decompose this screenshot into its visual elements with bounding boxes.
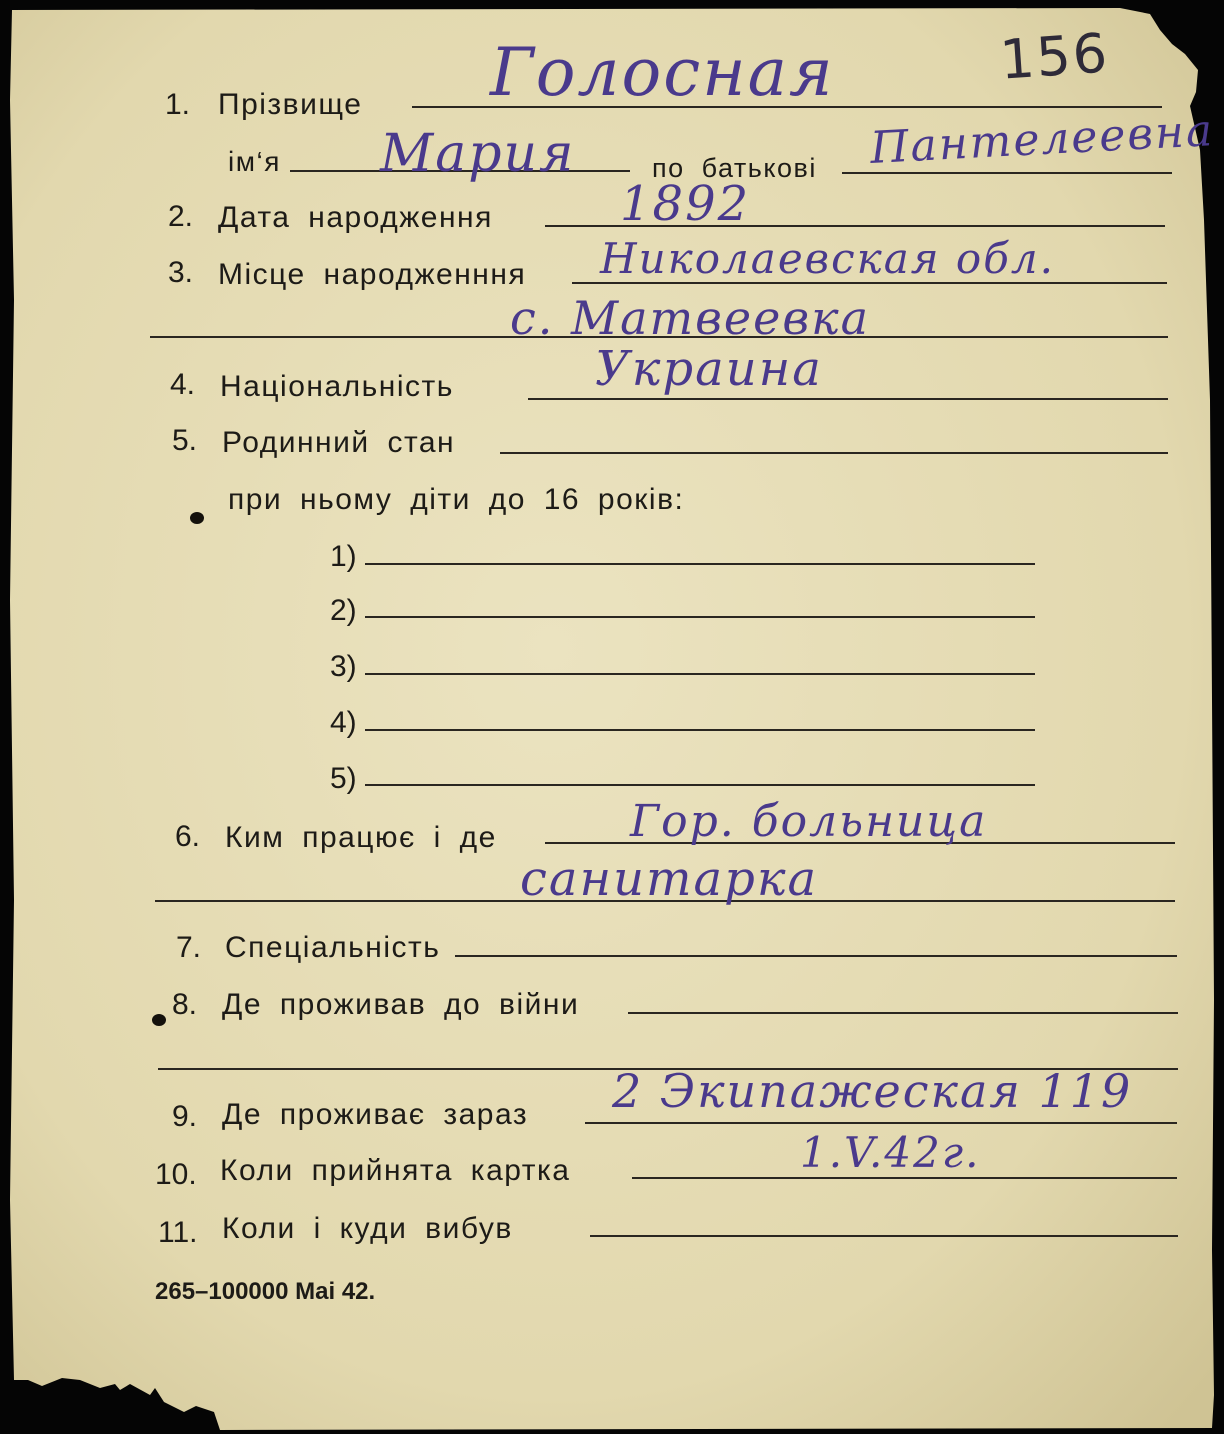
card-accepted-value: 1.V.42г. (800, 1128, 981, 1177)
field-6-number: 6. (175, 820, 201, 853)
field-4-label: Національність (220, 370, 454, 403)
child-5-number: 5) (330, 762, 357, 795)
field-5-number: 5. (172, 424, 198, 457)
field-6-label: Ким працює і де (225, 821, 497, 854)
field-2-number: 2. (168, 200, 194, 233)
field-11-number: 11. (158, 1216, 198, 1249)
field-9-line[interactable] (585, 1122, 1177, 1124)
field-5-line[interactable] (500, 452, 1168, 454)
field-10-number: 10. (155, 1158, 197, 1191)
field-11-label: Коли і куди вибув (222, 1212, 513, 1245)
birth-date-value: 1892 (620, 176, 751, 232)
field-3-number: 3. (168, 256, 194, 289)
field-7-number: 7. (176, 931, 202, 964)
field-9-number: 9. (172, 1100, 198, 1133)
child-3-number: 3) (330, 650, 357, 683)
archive-number: 156 (997, 21, 1112, 92)
child-1-line[interactable] (365, 563, 1035, 565)
child-3-line[interactable] (365, 673, 1035, 675)
field-7-line[interactable] (455, 955, 1177, 957)
birth-place-value-2: с. Матвеевка (510, 291, 871, 345)
current-residence-value: 2 Экипажеская 119 (612, 1064, 1133, 1118)
field-9-label: Де проживає зараз (222, 1098, 529, 1131)
field-8-number: 8. (172, 988, 198, 1021)
child-4-number: 4) (330, 706, 357, 739)
child-2-line[interactable] (365, 616, 1035, 618)
field-10-line[interactable] (632, 1177, 1177, 1179)
field-5-label: Родинний стан (222, 426, 456, 459)
field-8-label: Де проживав до війни (222, 988, 580, 1021)
child-2-number: 2) (330, 594, 357, 627)
field-7-label: Спеціальність (225, 931, 441, 964)
field-11-line[interactable] (590, 1235, 1178, 1237)
child-4-line[interactable] (365, 729, 1035, 731)
field-2-label: Дата народження (218, 201, 493, 234)
field-8-line-1[interactable] (628, 1012, 1178, 1014)
field-4-line[interactable] (528, 398, 1168, 400)
punch-hole-bottom (152, 1014, 166, 1026)
field-1-label: Прізвище (218, 88, 363, 121)
child-5-line[interactable] (365, 784, 1035, 786)
field-1-number: 1. (165, 88, 191, 121)
occupation-value-1: Гор. больница (630, 796, 988, 847)
nationality-value: Украина (595, 341, 823, 397)
print-code: 265–100000 Mai 42. (155, 1278, 376, 1305)
child-1-number: 1) (330, 540, 357, 573)
punch-hole-top (190, 512, 204, 524)
field-4-number: 4. (170, 368, 196, 401)
patronymic-label: по батькові (652, 153, 817, 183)
patronymic-value: Пантелеевна (868, 105, 1216, 174)
field-3-label: Місце народженння (218, 258, 527, 291)
name-label: ім‘я (228, 146, 281, 177)
surname-value: Голосная (490, 34, 835, 111)
children-label: при ньому діти до 16 років: (228, 483, 685, 516)
occupation-value-2: санитарка (520, 851, 819, 907)
birth-place-value-1: Николаевская обл. (600, 234, 1055, 283)
field-10-label: Коли прийнята картка (220, 1154, 571, 1187)
name-value: Мария (380, 124, 576, 184)
